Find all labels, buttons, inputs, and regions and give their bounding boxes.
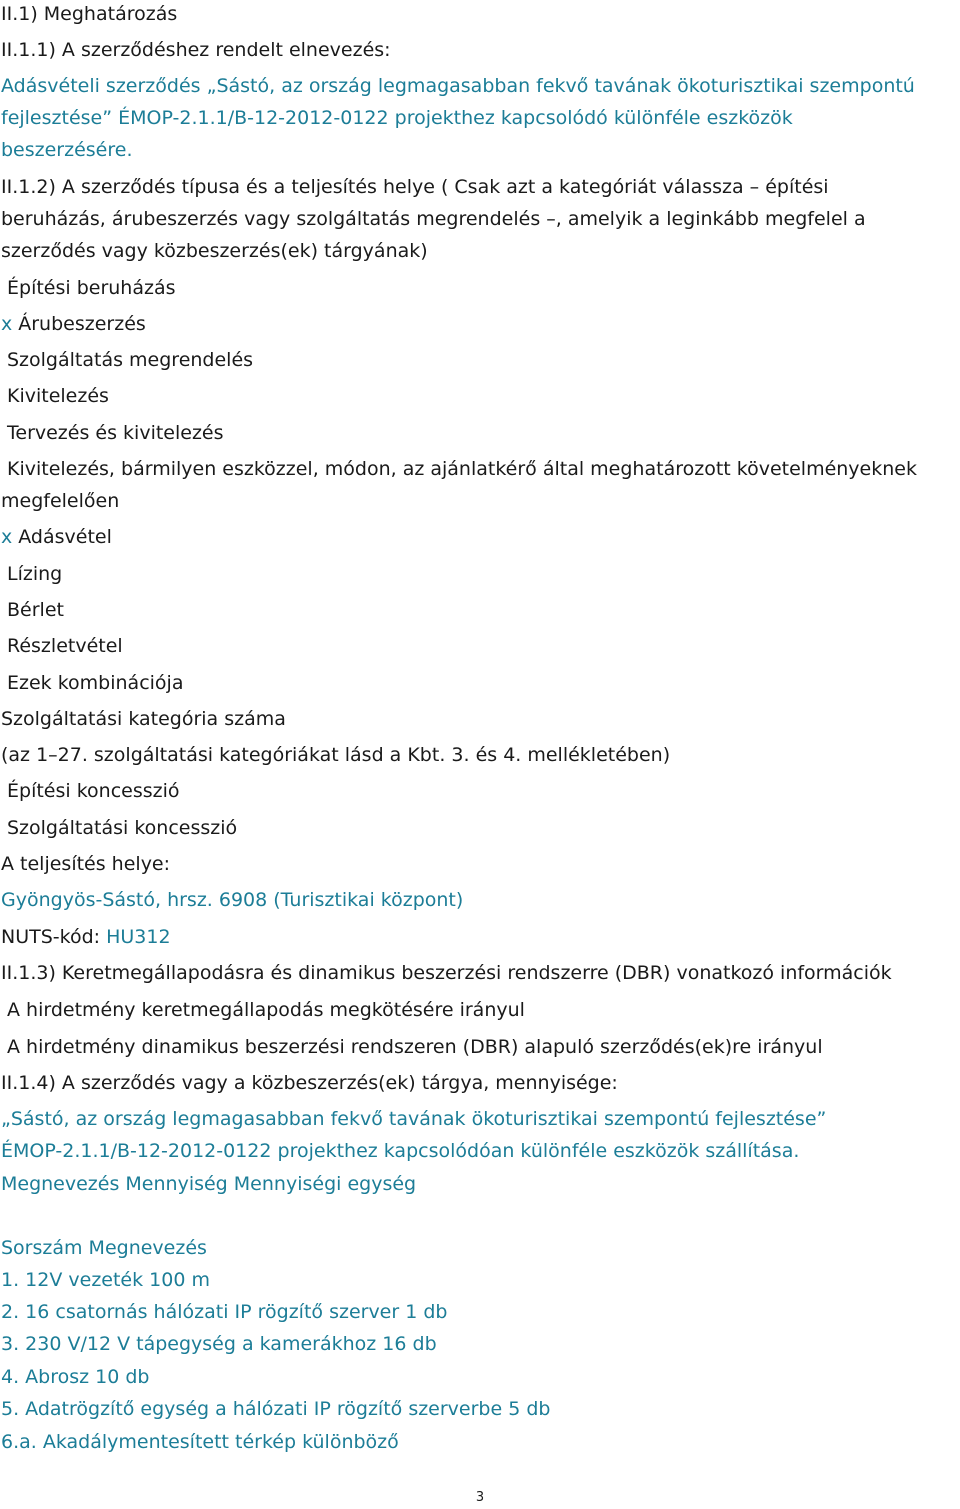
section-heading-ii11: II.1.1) A szerződéshez rendelt elnevezés: xyxy=(1,39,391,61)
section-heading-ii12-line-2: beruházás, árubeszerzés vagy szolgáltatás megrendelés –, amelyik a leginkább megfelel a xyxy=(1,208,866,230)
option-works-concession: Építési koncesszió xyxy=(7,780,180,802)
list-item: 3. 230 V/12 V tápegység a kamerákhoz 16 db xyxy=(1,1333,437,1355)
subject-line-2: ÉMOP-2.1.1/B-12-2012-0122 projekthez kapcsolódóan különféle eszközök szállítása. xyxy=(1,1140,800,1162)
section-heading-ii13: II.1.3) Keretmegállapodásra és dinamikus beszerzési rendszerre (DBR) vonatkozó információk xyxy=(1,962,892,984)
option-combination: Ezek kombinációja xyxy=(7,672,184,694)
option-supplies xyxy=(1,308,952,340)
contract-title-line-2: fejlesztése” ÉMOP-2.1.1/B-12-2012-0122 projekthez kapcsolódó különféle eszközök xyxy=(1,107,793,129)
nuts-code-row xyxy=(1,921,952,953)
place-label: A teljesítés helye: xyxy=(1,853,171,875)
option-hire-purchase: Részletvétel xyxy=(7,635,123,657)
option-purchase xyxy=(1,521,952,553)
service-category-note: (az 1–27. szolgáltatási kategóriákat lásd a Kbt. 3. és 4. mellékletében) xyxy=(1,744,671,766)
list-item: 2. 16 csatornás hálózati IP rögzítő szerver 1 db xyxy=(1,1301,448,1323)
nuts-label: NUTS-kód: xyxy=(1,926,101,948)
table-header: Sorszám Megnevezés xyxy=(1,1237,207,1259)
option-services: Szolgáltatás megrendelés xyxy=(7,349,254,371)
list-item: 4. Abrosz 10 db xyxy=(1,1366,150,1388)
section-heading-ii14: II.1.4) A szerződés vagy a közbeszerzés(ek) tárgya, mennyisége: xyxy=(1,1072,618,1094)
option-dps: A hirdetmény dinamikus beszerzési rendszeren (DBR) alapuló szerződés(ek)re irányul xyxy=(7,1036,823,1058)
option-purchase-label: Adásvétel xyxy=(18,526,112,548)
contract-title-line-1: Adásvételi szerződés „Sástó, az ország legmagasabban fekvő tavának ökoturisztikai szempontú xyxy=(1,75,915,97)
page-number: 3 xyxy=(475,1490,485,1505)
option-design-execution: Tervezés és kivitelezés xyxy=(7,422,224,444)
section-heading-ii12-line-1: II.1.2) A szerződés típusa és a teljesítés helye ( Csak azt a kategóriát válassza – építési xyxy=(1,176,829,198)
option-any-means-line-1: Kivitelezés, bármilyen eszközzel, módon, az ajánlatkérő által meghatározott követelményeknek xyxy=(7,458,917,480)
columns-header: Megnevezés Mennyiség Mennyiségi egység xyxy=(1,1173,417,1195)
place-value: Gyöngyös-Sástó, hrsz. 6908 (Turisztikai központ) xyxy=(1,889,464,911)
nuts-code-value: HU312 xyxy=(106,926,171,948)
option-leasing: Lízing xyxy=(7,563,63,585)
option-rental: Bérlet xyxy=(7,599,64,621)
section-heading-ii12-line-3: szerződés vagy közbeszerzés(ek) tárgyának) xyxy=(1,240,428,262)
checked-mark: x xyxy=(1,526,13,548)
list-item: 1. 12V vezeték 100 m xyxy=(1,1269,210,1291)
service-category-label: Szolgáltatási kategória száma xyxy=(1,708,286,730)
checked-mark: x xyxy=(1,313,13,335)
option-supplies-label: Árubeszerzés xyxy=(18,313,146,335)
option-framework: A hirdetmény keretmegállapodás megkötésére irányul xyxy=(7,999,525,1021)
list-item: 6.a. Akadálymentesített térkép különböző xyxy=(1,1431,399,1453)
option-works: Építési beruházás xyxy=(7,277,176,299)
option-service-concession: Szolgáltatási koncesszió xyxy=(7,817,238,839)
option-any-means-line-2: megfelelően xyxy=(1,490,120,512)
contract-title-line-3: beszerzésére. xyxy=(1,139,133,161)
option-execution: Kivitelezés xyxy=(7,385,109,407)
list-item: 5. Adatrögzítő egység a hálózati IP rögzítő szerverbe 5 db xyxy=(1,1398,551,1420)
subject-line-1: „Sástó, az ország legmagasabban fekvő tavának ökoturisztikai szempontú fejlesztése” xyxy=(1,1108,827,1130)
section-heading-ii1: II.1) Meghatározás xyxy=(1,3,178,25)
